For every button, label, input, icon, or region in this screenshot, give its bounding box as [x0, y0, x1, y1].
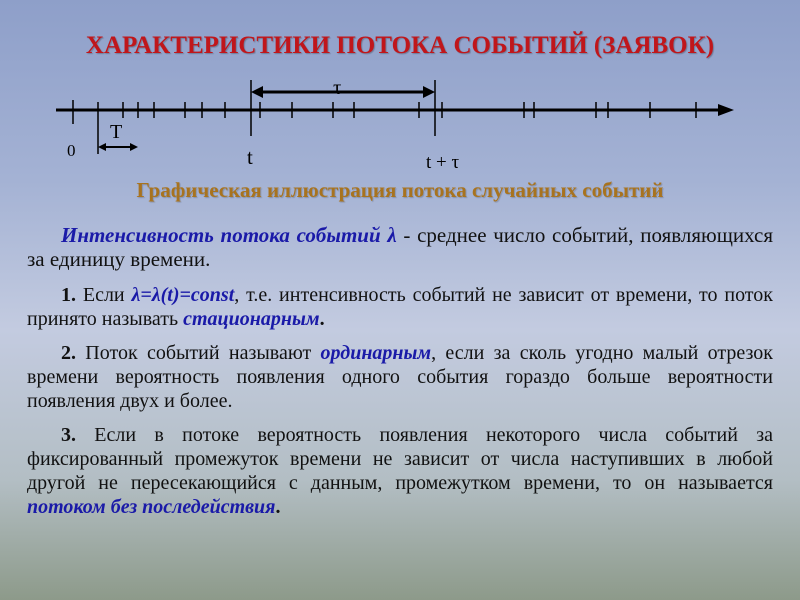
paragraph-text: , т.е. интенсивность событий не зависит от времени, то поток принято называть — [27, 284, 774, 330]
paragraph-intensity — [27, 223, 773, 271]
formula: λ=λ(t)=const — [131, 284, 235, 306]
diagram-caption: Графическая иллюстрация потока случайных событий — [136, 178, 664, 202]
paragraph-ordinary — [27, 341, 773, 413]
term-stationary: стационарным — [183, 308, 320, 330]
paragraph-no-aftereffect — [27, 423, 773, 519]
paragraph-text: Если в потоке вероятность появления некоторого числа событий за фиксированный промежуток времени не зависит от числа наступивших в любой другой не пересекающийся с данным, промежутком времени, то он называется — [27, 424, 773, 494]
paragraph-end: . — [275, 496, 281, 518]
axis-arrow-icon — [718, 104, 734, 116]
paragraph-stationary — [27, 283, 773, 331]
item-number: 3. — [61, 424, 76, 446]
item-number: 2. — [61, 342, 76, 364]
event-ticks — [73, 100, 696, 124]
paragraph-text: , если за сколь угодно малый отрезок времени вероятность появления одного события гораздо больше вероятности появления двух и более. — [27, 342, 774, 412]
term-ordinary: ординарным — [320, 342, 432, 364]
label-T: T — [110, 121, 123, 143]
label-zero: 0 — [67, 141, 76, 160]
term-intensity: Интенсивность потока событий λ — [61, 223, 397, 247]
slide-title: ХАРАКТЕРИСТИКИ ПОТОКА СОБЫТИЙ (ЗАЯВОК) — [85, 32, 715, 59]
label-t-plus-tau: t + τ — [426, 152, 460, 173]
label-t: t — [247, 145, 253, 169]
label-tau: τ — [333, 75, 342, 99]
paragraph-end: . — [319, 308, 325, 330]
slide-body — [27, 223, 773, 529]
paragraph-text: Поток событий называют — [76, 342, 321, 364]
term-no-aftereffect: потоком без последействия — [27, 496, 276, 518]
paragraph-text: - среднее число событий, появляющихся за единицу времени. — [27, 223, 773, 271]
paragraph-text: Если — [76, 284, 132, 306]
event-stream-diagram — [40, 70, 760, 175]
item-number: 1. — [61, 284, 76, 306]
